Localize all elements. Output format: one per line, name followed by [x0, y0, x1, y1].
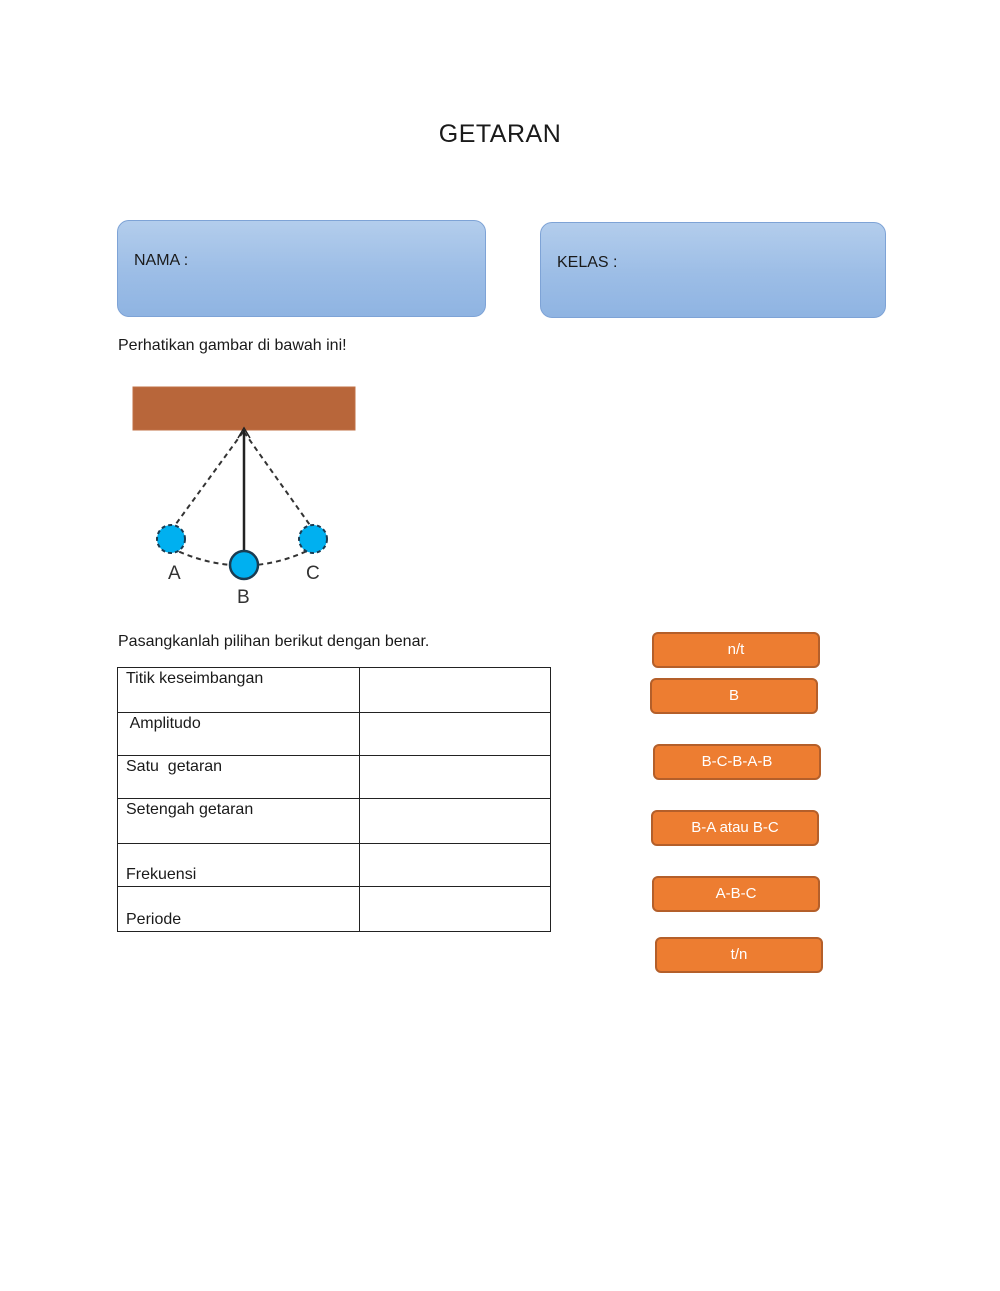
class-label: KELAS : [557, 254, 618, 271]
matching-table [117, 667, 551, 932]
table-row [118, 844, 551, 887]
row-label: Frekuensi [118, 844, 360, 887]
option-chip-a-b-c[interactable]: A-B-C [652, 876, 820, 912]
answer-drop-slot[interactable] [360, 799, 551, 844]
name-label: NAMA : [134, 252, 189, 269]
pendulum-diagram [120, 378, 365, 610]
answer-drop-slot[interactable] [360, 756, 551, 799]
option-chip-n-over-t[interactable]: n/t [652, 632, 820, 668]
table-row [118, 668, 551, 713]
option-chip-t-over-n[interactable]: t/n [655, 937, 823, 973]
bob-c [299, 525, 327, 553]
pendulum-beam [133, 387, 355, 430]
label-b: B [237, 587, 250, 608]
answer-drop-slot[interactable] [360, 887, 551, 932]
table-row [118, 799, 551, 844]
swing-path-left [173, 432, 243, 528]
table-row [118, 756, 551, 799]
match-instruction: Pasangkanlah pilihan berikut dengan benar. [118, 633, 430, 650]
table-row [118, 713, 551, 756]
row-label: Amplitudo [118, 713, 360, 756]
bob-b [230, 551, 258, 579]
bob-a [157, 525, 185, 553]
class-box[interactable] [540, 222, 886, 318]
swing-path-right [244, 432, 312, 528]
option-chip-b-c-b-a-b[interactable]: B-C-B-A-B [653, 744, 821, 780]
table-row [118, 887, 551, 932]
answer-drop-slot[interactable] [360, 713, 551, 756]
label-a: A [168, 563, 181, 584]
option-chip-b[interactable]: B [650, 678, 818, 714]
row-label: Setengah getaran [118, 799, 360, 844]
label-c: C [306, 563, 320, 584]
name-box[interactable] [117, 220, 486, 317]
row-label: Periode [118, 887, 360, 932]
answer-drop-slot[interactable] [360, 844, 551, 887]
observe-instruction: Perhatikan gambar di bawah ini! [118, 337, 347, 354]
page-title: GETARAN [438, 120, 562, 148]
row-label: Satu getaran [118, 756, 360, 799]
row-label: Titik keseimbangan [118, 668, 360, 713]
option-chip-b-a-atau-b-c[interactable]: B-A atau B-C [651, 810, 819, 846]
answer-drop-slot[interactable] [360, 668, 551, 713]
